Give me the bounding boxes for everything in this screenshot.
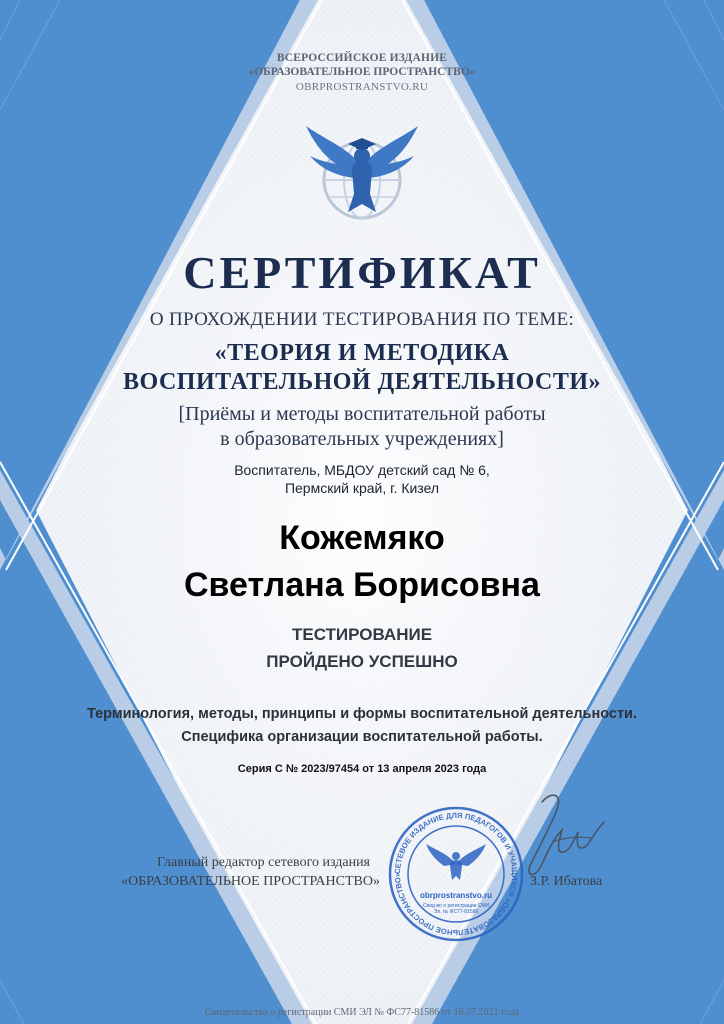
round-seal-icon	[386, 804, 526, 944]
registration-note: Свидетельство о регистрации СМИ ЭЛ № ФС77-81586 от 16.07.2021 года	[204, 1007, 520, 1018]
series-number: Серия С № 2023/97454 от 13 апреля 2023 года	[237, 763, 487, 775]
recipient-surname: Кожемяко	[279, 519, 445, 557]
subtopic-line1: [Приёмы и методы воспитательной работы	[178, 403, 546, 425]
position-line1: Воспитатель, МБДОУ детский сад № 6,	[234, 462, 490, 478]
result-line1: ТЕСТИРОВАНИЕ	[291, 625, 433, 644]
position-line2: Пермский край, г. Кизел	[284, 480, 440, 496]
stamp-reg-line2: Эл. № ФС77-81586	[433, 909, 479, 915]
description-line2: Специфика организации воспитательной работы.	[181, 729, 543, 745]
topic-line1: «ТЕОРИЯ И МЕТОДИКА	[214, 340, 510, 366]
publisher-site: OBRPROSTRANSTVO.RU	[295, 81, 429, 93]
stamp-reg-line1: Свид-во о регистрации СМИ	[422, 903, 490, 909]
subtopic-line2: в образовательных учреждениях]	[220, 428, 504, 450]
topic-line2: ВОСПИТАТЕЛЬНОЙ ДЕЯТЕЛЬНОСТИ»	[122, 369, 602, 395]
editor-title-line2: «ОБРАЗОВАТЕЛЬНОЕ ПРОСТРАНСТВО»	[121, 874, 380, 889]
editor-title-line1: Главный редактор сетевого издания	[156, 855, 370, 870]
publisher-line1: ВСЕРОССИЙСКОЕ ИЗДАНИЕ	[276, 52, 448, 64]
result-line2: ПРОЙДЕНО УСПЕШНО	[266, 652, 458, 671]
publisher-line2: «ОБРАЗОВАТЕЛЬНОЕ ПРОСТРАНСТВО»	[248, 66, 476, 78]
certificate-subtitle: О ПРОХОЖДЕНИИ ТЕСТИРОВАНИЯ ПО ТЕМЕ:	[149, 309, 575, 330]
editor-name: З.Р. Ибатова	[530, 874, 603, 889]
eagle-globe-icon	[296, 108, 428, 228]
description-line1: Терминология, методы, принципы и формы воспитательной деятельности.	[86, 706, 637, 722]
certificate-title: СЕРТИФИКАТ	[183, 247, 541, 298]
stamp-ring-text: СЕТЕВОЕ ИЗДАНИЕ ДЛЯ ПЕДАГОГОВ И УЧАЩИХСЯ «ОБРАЗОВАТЕЛЬНОЕ ПРОСТРАНСТВО»	[392, 810, 520, 938]
stamp-site: obrprostranstvo.ru	[419, 891, 493, 900]
recipient-given-names: Светлана Борисовна	[184, 566, 540, 604]
